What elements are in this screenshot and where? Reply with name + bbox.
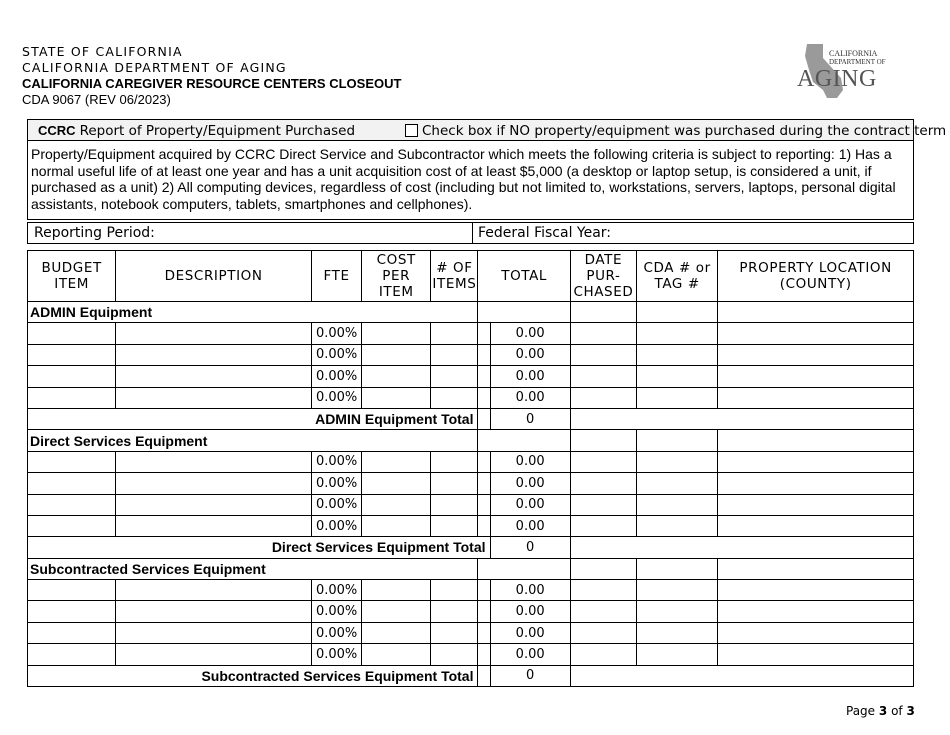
table-row: 0.00% 0.00 bbox=[28, 644, 914, 665]
col-description: DESCRIPTION bbox=[116, 251, 312, 302]
col-cost-per-item: COST PER ITEM bbox=[362, 251, 431, 302]
section-title-admin: ADMIN Equipment bbox=[28, 302, 431, 323]
col-date-purchased: DATE PUR- CHASED bbox=[570, 251, 636, 302]
logo-word: AGING bbox=[797, 66, 877, 92]
table-row: 0.00% 0.00 bbox=[28, 323, 914, 344]
sub-total-label: Subcontracted Services Equipment Total bbox=[28, 665, 478, 686]
no-property-checkbox-label: Check box if NO property/equipment was purchased during the contract term bbox=[422, 123, 947, 139]
program-title: CALIFORNIA CAREGIVER RESOURCE CENTERS CLOSEOUT bbox=[22, 76, 402, 91]
section-total-row bbox=[28, 408, 914, 429]
sub-total-value: 0 bbox=[490, 665, 570, 686]
table-row: 0.00% 0.00 bbox=[28, 601, 914, 622]
direct-total-label: Direct Services Equipment Total bbox=[28, 537, 491, 558]
cda-logo bbox=[793, 40, 903, 102]
col-budget-item: BUDGET ITEM bbox=[28, 251, 116, 302]
table-row: 0.00% 0.00 bbox=[28, 622, 914, 643]
table-row: 0.00% 0.00 bbox=[28, 451, 914, 472]
form-header bbox=[22, 44, 401, 108]
table-row: 0.00% 0.00 bbox=[28, 580, 914, 601]
admin-total-label: ADMIN Equipment Total bbox=[28, 408, 478, 429]
col-cda-tag: CDA # or TAG # bbox=[637, 251, 718, 302]
reporting-period-label: Reporting Period: bbox=[34, 225, 155, 241]
report-title: Report of Property/Equipment Purchased bbox=[79, 123, 356, 139]
report-title-bar bbox=[27, 119, 947, 141]
section-header-row bbox=[28, 430, 914, 451]
table-row: 0.00% 0.00 bbox=[28, 387, 914, 408]
report-prefix: CCRC bbox=[38, 123, 76, 138]
section-total-row bbox=[28, 665, 914, 686]
table-header-row bbox=[28, 251, 914, 302]
col-total: TOTAL bbox=[478, 251, 570, 302]
table-row: 0.00% 0.00 bbox=[28, 344, 914, 365]
table-row: 0.00% 0.00 bbox=[28, 494, 914, 515]
reporting-period-row bbox=[27, 222, 914, 244]
state-name: STATE OF CALIFORNIA bbox=[22, 44, 183, 59]
col-num-items: # OF ITEMS bbox=[431, 251, 478, 302]
department-name: CALIFORNIA DEPARTMENT OF AGING bbox=[22, 60, 287, 75]
table-row: 0.00% 0.00 bbox=[28, 473, 914, 494]
col-fte: FTE bbox=[311, 251, 361, 302]
admin-total-value: 0 bbox=[490, 408, 570, 429]
equipment-table bbox=[27, 250, 914, 687]
section-header-row bbox=[28, 558, 914, 579]
logo-middle-line: DEPARTMENT OF bbox=[829, 58, 886, 66]
section-header-row bbox=[28, 302, 914, 323]
table-row: 0.00% 0.00 bbox=[28, 366, 914, 387]
col-property-location: PROPERTY LOCATION (COUNTY) bbox=[718, 251, 914, 302]
table-row: 0.00% 0.00 bbox=[28, 515, 914, 536]
logo-top-line: CALIFORNIA bbox=[829, 49, 878, 58]
federal-fiscal-year-label: Federal Fiscal Year: bbox=[478, 225, 612, 241]
reporting-criteria-text: Property/Equipment acquired by CCRC Direct Service and Subcontractor which meets the following criteria is subject to reporting: 1) Has a normal useful life of at least one year and has a unit acquisition cost of at least $5,000 (a desktop or laptop setup, is considered a unit, if purchased as a unit) 2) All computing devices, regardless of cost (including but not limited to, workstations, servers, laptops, personal digital assistants, notebook computers, tablets, smartphones and cellphones). bbox=[27, 141, 914, 220]
section-total-row bbox=[28, 537, 914, 558]
form-number: CDA 9067 (REV 06/2023) bbox=[22, 92, 171, 107]
page-number: Page 3 of 3 bbox=[846, 704, 915, 718]
section-title-direct: Direct Services Equipment bbox=[28, 430, 431, 451]
section-title-sub: Subcontracted Services Equipment bbox=[28, 558, 431, 579]
no-property-checkbox[interactable] bbox=[405, 124, 418, 137]
direct-total-value: 0 bbox=[490, 537, 570, 558]
